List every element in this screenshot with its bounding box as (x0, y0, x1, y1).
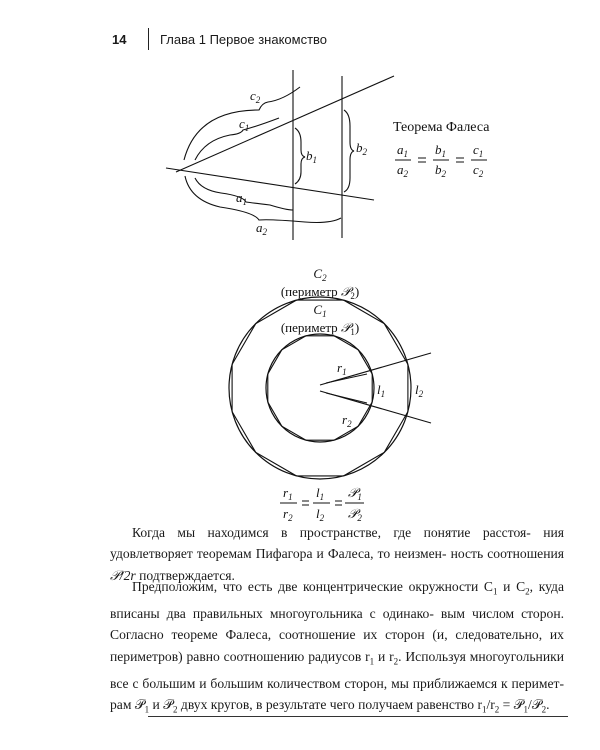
label-C2: $C_2$ (313, 266, 327, 283)
label-b1: $b_1$ (306, 148, 317, 165)
page-number: 14 (112, 32, 127, 47)
svg-text:l1: $l_1$ (316, 485, 325, 502)
label-C1: $C_1$ (313, 302, 327, 319)
label-perimeter-P2: (периметр 𝒫$_2$) (280, 284, 360, 301)
radius-r2 (326, 393, 367, 403)
bottom-rule (148, 716, 568, 717)
svg-text:b2: $b_2$ (435, 162, 446, 179)
svg-text:c1: $c_1$ (473, 142, 484, 159)
label-r1: $r_1$ (337, 360, 347, 377)
svg-text:b1: $b_1$ (435, 142, 446, 159)
label-l1: $l_1$ (377, 382, 386, 399)
lower-ray (166, 168, 374, 200)
label-c1: $c_1$ (239, 116, 250, 133)
svg-text:l2: $l_2$ (316, 506, 325, 523)
svg-text:𝒫2: 𝒫$_2$ (348, 506, 362, 523)
thales-title: Теорема Фалеса (393, 120, 490, 135)
brace-b1 (295, 128, 305, 184)
label-l2: $l_2$ (415, 382, 424, 399)
brace-b2 (344, 110, 354, 192)
svg-text:c2: $c_2$ (473, 162, 484, 179)
svg-text:𝒫1: 𝒫$_1$ (348, 485, 362, 502)
paragraph-2: Предположим, что есть две концентрические окружности $C_1$ и $C_2$, куда вписаны два правильных многоугольника с одинако- вым числом сторон. Согласно теореме Фалеса, соотношение их сторон (и, следовательно, их периметров) равно соотношению радиусов $r_1$ и $r_2$. Используя многоугольники все с большим и большим количеством сторон, мы приближаемся к перимет- рам 𝒫$_1$ и 𝒫$_2$ двух кругов, в результате чего получаем равенство $r_1/r_2$ = 𝒫$_1$/𝒫$_2$. (110, 579, 564, 715)
paragraph-1: Когда мы находимся в пространстве, где понятие расстоя- ния удовлетворяет теоремам Пифагора и Фалеса, то неизмен- ность соотношения 𝒫/2r подтверждается. (110, 525, 564, 583)
svg-text:a1: $a_1$ (397, 142, 408, 159)
svg-text:a2: $a_2$ (397, 162, 408, 179)
svg-text:r2: $r_2$ (283, 506, 293, 523)
chapter-title: Глава 1 Первое знакомство (160, 32, 328, 47)
label-perimeter-P1: (периметр 𝒫$_1$) (280, 320, 360, 337)
svg-text:r1: $r_1$ (283, 485, 293, 502)
label-b2: $b_2$ (356, 140, 367, 157)
label-r2: $r_2$ (342, 412, 352, 429)
upper-ray (176, 76, 394, 172)
label-a1: $a_1$ (236, 190, 247, 207)
label-c2: $c_2$ (250, 88, 261, 105)
thales-figure (166, 70, 394, 240)
inner-polygon (268, 336, 372, 440)
ratio-formula (283, 485, 362, 523)
label-a2: $a_2$ (256, 220, 267, 237)
